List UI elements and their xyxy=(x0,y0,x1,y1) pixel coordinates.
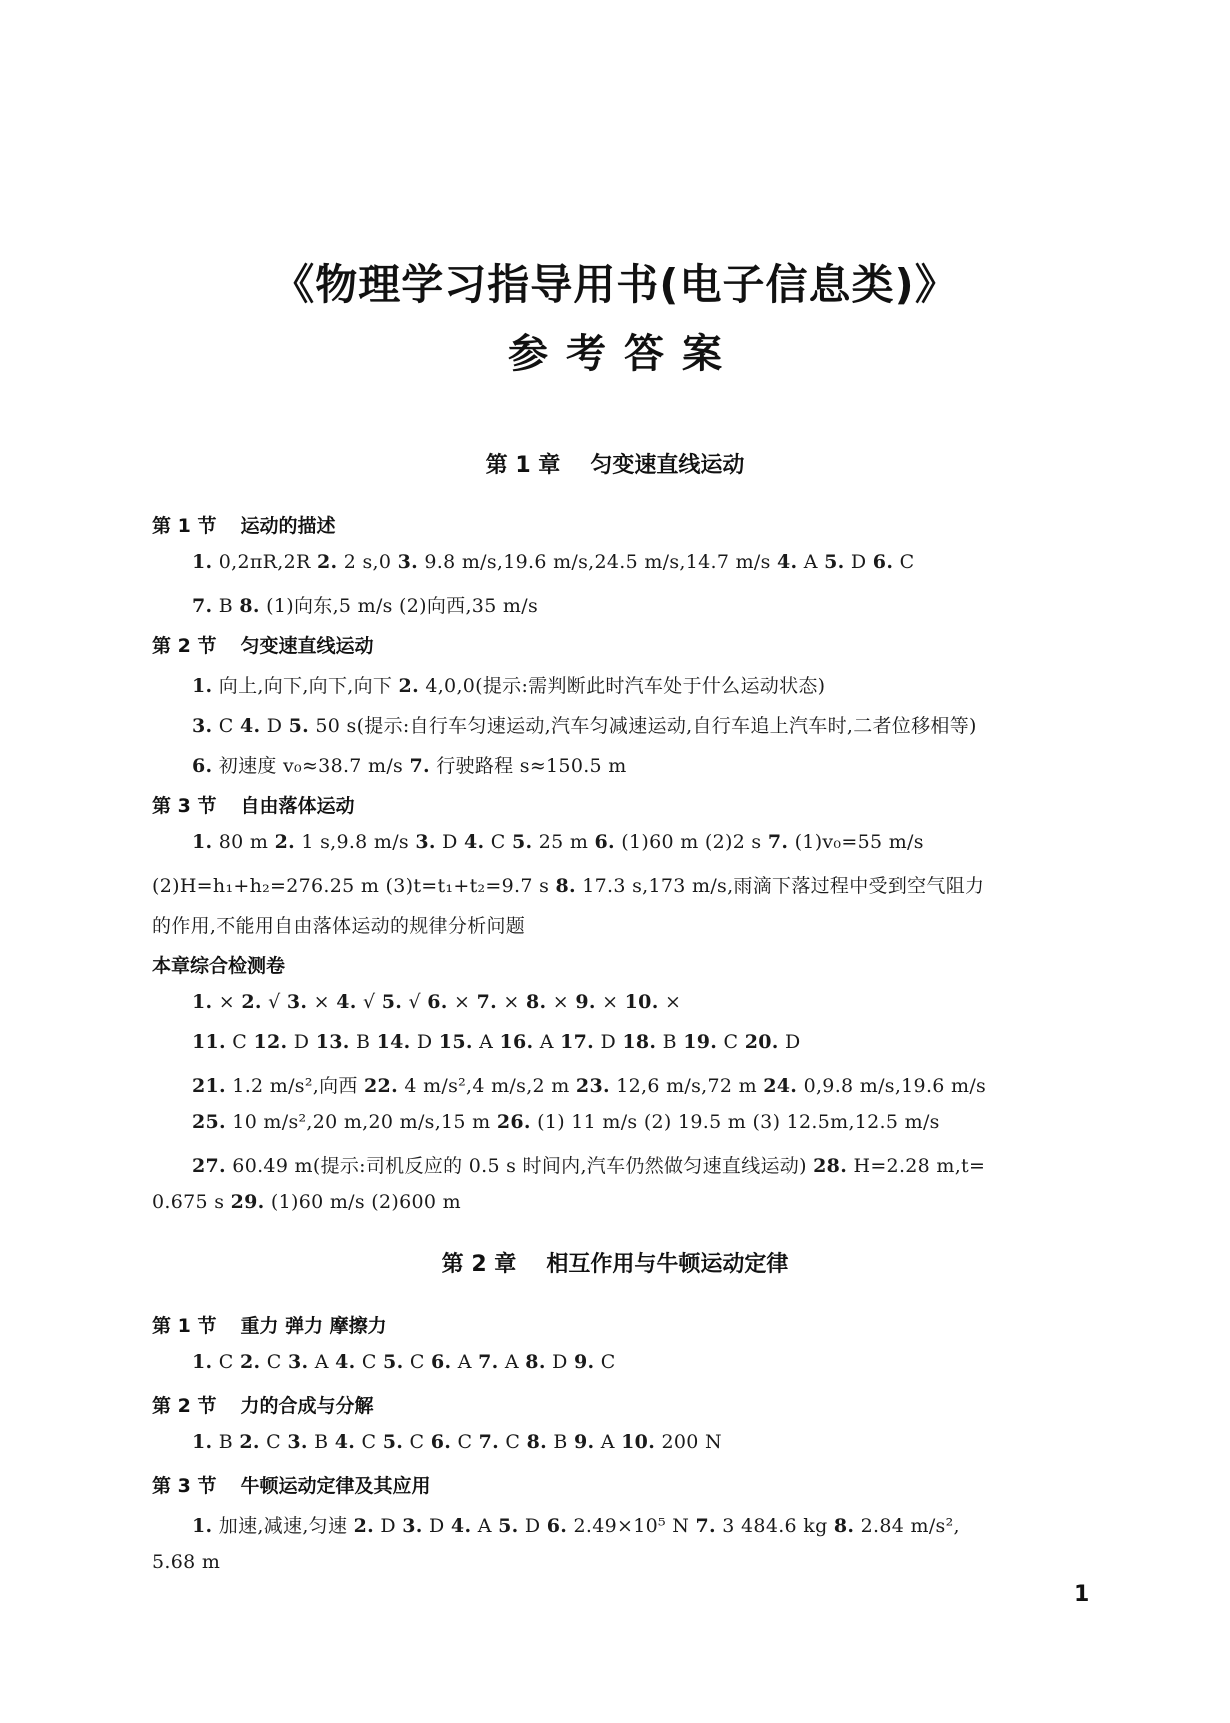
answer-line: 1. C 2. C 3. A 4. C 5. C 6. A 7. A 8. D 9. C xyxy=(192,1351,616,1373)
chapter-title: 匀变速直线运动 xyxy=(590,453,745,478)
section-title: 运动的描述 xyxy=(240,515,336,537)
section-title: 匀变速直线运动 xyxy=(240,635,374,657)
answer-line: 0.675 s 29. (1)60 m/s (2)600 m xyxy=(152,1191,461,1213)
page-number: 1 xyxy=(1074,1582,1090,1607)
section-title: 牛顿运动定律及其应用 xyxy=(240,1475,431,1497)
chapter-title: 相互作用与牛顿运动定律 xyxy=(546,1252,789,1277)
chapter-heading xyxy=(0,448,1230,479)
section-title: 重力 弹力 摩擦力 xyxy=(240,1315,387,1337)
section-label: 第 1 节 xyxy=(152,1315,217,1337)
chapter-heading xyxy=(0,1247,1230,1278)
answer-line: 5.68 m xyxy=(152,1551,221,1573)
section-heading xyxy=(152,631,373,658)
answer-line: 3. C 4. D 5. 50 s(提示:自行车匀速运动,汽车匀减速运动,自行车追上汽车时,二者位移相等) xyxy=(192,715,977,737)
answer-line: 27. 60.49 m(提示:司机反应的 0.5 s 时间内,汽车仍然做匀速直线运动) 28. H=2.28 m,t= xyxy=(192,1155,986,1177)
section-label: 第 2 节 xyxy=(152,1395,217,1417)
section-title: 自由落体运动 xyxy=(240,795,355,817)
section-label: 本章综合检测卷 xyxy=(152,955,286,977)
answer-line: 的作用,不能用自由落体运动的规律分析问题 xyxy=(152,915,526,937)
answer-line: 1. 加速,减速,匀速 2. D 3. D 4. A 5. D 6. 2.49×10⁵ N 7. 3 484.6 kg 8. 2.84 m/s², xyxy=(192,1515,960,1537)
section-label: 第 1 节 xyxy=(152,515,217,537)
section-heading xyxy=(152,1311,387,1338)
section-label: 第 3 节 xyxy=(152,795,217,817)
answer-line: 1. × 2. √ 3. × 4. √ 5. √ 6. × 7. × 8. × 9. × 10. × xyxy=(192,991,682,1013)
answer-line: 21. 1.2 m/s²,向西 22. 4 m/s²,4 m/s,2 m 23. 12,6 m/s,72 m 24. 0,9.8 m/s,19.6 m/s xyxy=(192,1075,987,1097)
document-title: 参考答案 xyxy=(508,331,740,377)
book-title: 《物理学习指导用书(电子信息类)》 xyxy=(272,260,958,309)
answer-line: 1. 向上,向下,向下,向下 2. 4,0,0(提示:需判断此时汽车处于什么运动状态) xyxy=(192,675,826,697)
answer-line: 7. B 8. (1)向东,5 m/s (2)向西,35 m/s xyxy=(192,595,538,617)
section-heading xyxy=(152,791,354,818)
section-heading xyxy=(152,1391,373,1418)
answer-line: 1. B 2. C 3. B 4. C 5. C 6. C 7. C 8. B 9. A 10. 200 N xyxy=(192,1431,722,1453)
section-label: 第 2 节 xyxy=(152,635,217,657)
answer-line: (2)H=h₁+h₂=276.25 m (3)t=t₁+t₂=9.7 s 8. 17.3 s,173 m/s,雨滴下落过程中受到空气阻力 xyxy=(152,875,985,897)
section-heading xyxy=(152,511,335,538)
section-title: 力的合成与分解 xyxy=(240,1395,374,1417)
answer-line: 6. 初速度 v₀≈38.7 m/s 7. 行驶路程 s≈150.5 m xyxy=(192,755,627,777)
answer-line: 1. 0,2πR,2R 2. 2 s,0 3. 9.8 m/s,19.6 m/s,24.5 m/s,14.7 m/s 4. A 5. D 6. C xyxy=(192,551,915,573)
answer-line: 1. 80 m 2. 1 s,9.8 m/s 3. D 4. C 5. 25 m 6. (1)60 m (2)2 s 7. (1)v₀=55 m/s xyxy=(192,831,924,853)
section-heading xyxy=(152,1471,430,1498)
answer-line: 25. 10 m/s²,20 m,20 m/s,15 m 26. (1) 11 m/s (2) 19.5 m (3) 12.5m,12.5 m/s xyxy=(192,1111,940,1133)
section-heading xyxy=(152,951,285,978)
section-label: 第 3 节 xyxy=(152,1475,217,1497)
chapter-label: 第 1 章 xyxy=(485,453,561,478)
chapter-label: 第 2 章 xyxy=(441,1252,517,1277)
answer-line: 11. C 12. D 13. B 14. D 15. A 16. A 17. D 18. B 19. C 20. D xyxy=(192,1031,801,1053)
